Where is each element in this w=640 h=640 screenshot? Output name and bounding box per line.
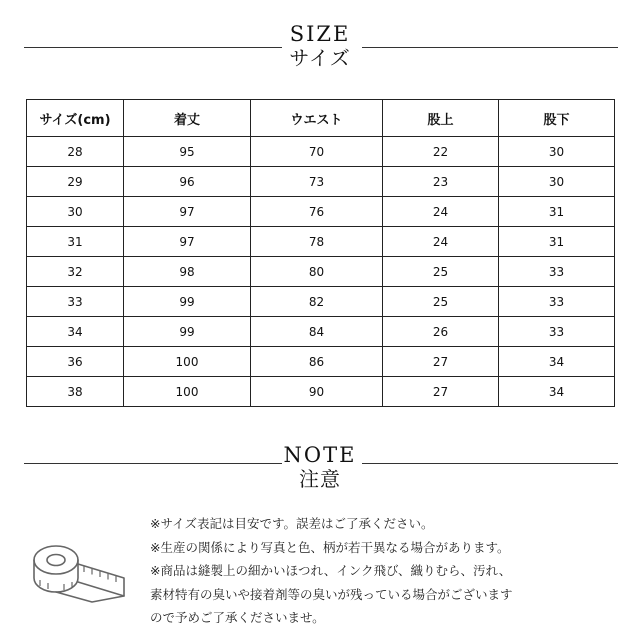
cell-length: 100: [124, 347, 251, 377]
note-line: ※サイズ表記は目安です。誤差はご了承ください。: [150, 516, 434, 531]
cell-size: 29: [27, 167, 124, 197]
cell-length: 97: [124, 197, 251, 227]
cell-length: 99: [124, 317, 251, 347]
cell-length: 96: [124, 167, 251, 197]
table-row: [27, 287, 615, 317]
cell-size: 36: [27, 347, 124, 377]
cell-waist: 73: [251, 167, 383, 197]
note-heading: [0, 443, 640, 491]
size-title-en: SIZE: [289, 22, 351, 46]
table-row: [27, 167, 615, 197]
cell-waist: 76: [251, 197, 383, 227]
cell-waist: 80: [251, 257, 383, 287]
header-length: 着丈: [124, 100, 251, 137]
table-row: [27, 197, 615, 227]
header-size: サイズ(cm): [27, 100, 124, 137]
header-rise: 股上: [383, 100, 499, 137]
cell-rise: 27: [383, 377, 499, 407]
cell-length: 99: [124, 287, 251, 317]
cell-waist: 84: [251, 317, 383, 347]
note-line: ※生産の関係により写真と色、柄が若干異なる場合があります。: [150, 539, 510, 555]
table-row: [27, 317, 615, 347]
cell-waist: 78: [251, 227, 383, 257]
note-line: ※商品は縫製上の細かいほつれ、インク飛び、織りむら、汚れ、: [150, 563, 512, 578]
cell-rise: 24: [383, 197, 499, 227]
note-rule-left: [24, 463, 282, 464]
cell-inseam: 30: [499, 137, 615, 167]
note-line: ので予めご了承くださいませ。: [150, 610, 325, 625]
cell-size: 28: [27, 137, 124, 167]
note-title-en: NOTE: [283, 443, 357, 467]
cell-size: 33: [27, 287, 124, 317]
cell-size: 32: [27, 257, 124, 287]
cell-waist: 90: [251, 377, 383, 407]
cell-inseam: 31: [499, 227, 615, 257]
header-inseam: 股下: [499, 100, 615, 137]
measuring-tape-icon: [20, 530, 130, 610]
table-row: [27, 137, 615, 167]
table-row: [27, 257, 615, 287]
cell-inseam: 31: [499, 197, 615, 227]
size-rule-left: [24, 47, 282, 48]
cell-size: 38: [27, 377, 124, 407]
cell-rise: 27: [383, 347, 499, 377]
notes-block: [150, 512, 630, 630]
cell-size: 34: [27, 317, 124, 347]
cell-rise: 23: [383, 167, 499, 197]
cell-length: 98: [124, 257, 251, 287]
cell-rise: 26: [383, 317, 499, 347]
header-waist: ウエスト: [251, 100, 383, 137]
cell-rise: 22: [383, 137, 499, 167]
size-table-header-row: [27, 100, 615, 137]
cell-inseam: 34: [499, 377, 615, 407]
cell-rise: 24: [383, 227, 499, 257]
cell-length: 95: [124, 137, 251, 167]
cell-size: 31: [27, 227, 124, 257]
cell-length: 100: [124, 377, 251, 407]
cell-inseam: 33: [499, 287, 615, 317]
table-row: [27, 347, 615, 377]
size-rule-right: [362, 47, 618, 48]
size-title-jp: サイズ: [289, 46, 351, 70]
table-row: [27, 377, 615, 407]
cell-inseam: 30: [499, 167, 615, 197]
cell-length: 97: [124, 227, 251, 257]
size-heading: [0, 22, 640, 70]
cell-waist: 86: [251, 347, 383, 377]
table-row: [27, 227, 615, 257]
note-rule-right: [362, 463, 618, 464]
cell-rise: 25: [383, 257, 499, 287]
note-line: 素材特有の臭いや接着剤等の臭いが残っている場合がございます: [150, 586, 513, 602]
cell-waist: 82: [251, 287, 383, 317]
cell-size: 30: [27, 197, 124, 227]
note-title-jp: 注意: [299, 467, 341, 491]
cell-waist: 70: [251, 137, 383, 167]
cell-inseam: 34: [499, 347, 615, 377]
cell-inseam: 33: [499, 317, 615, 347]
cell-rise: 25: [383, 287, 499, 317]
cell-inseam: 33: [499, 257, 615, 287]
size-table: [26, 99, 615, 407]
